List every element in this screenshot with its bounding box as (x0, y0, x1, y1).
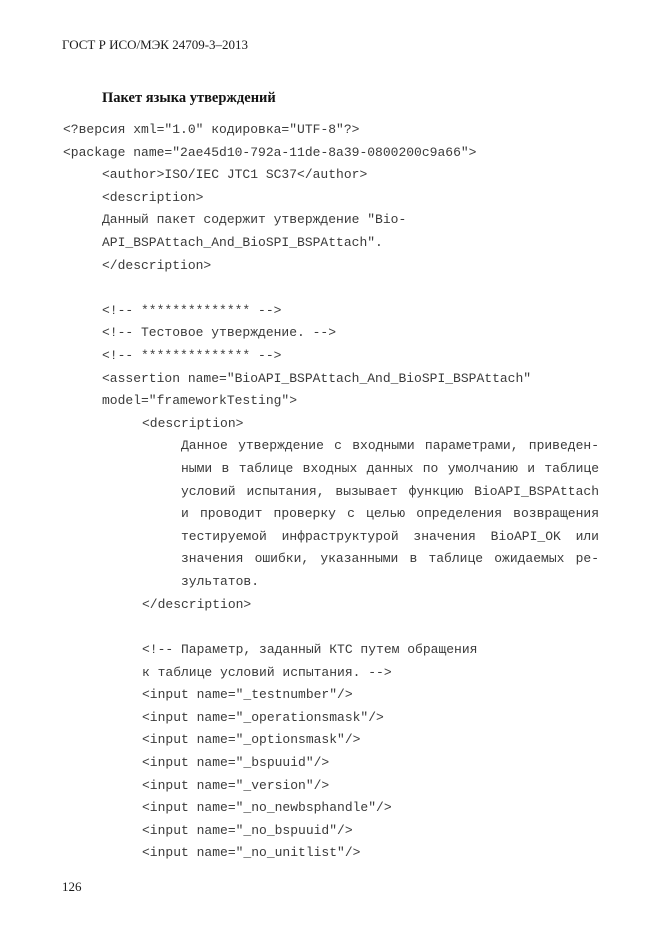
paragraph-line: условий испытания, вызывает функцию BioAPI_BSPAttach (181, 484, 599, 499)
code-line-input-no-bspuuid: <input name="_no_bspuuid"/> (142, 823, 353, 838)
paragraph-line: значения ошибки, указанными в таблице ожидаемых ре- (181, 551, 599, 566)
section-title: Пакет языка утверждений (102, 90, 276, 106)
code-line-description-close: </description> (102, 258, 212, 273)
code-line-input-no-newbsphandle: <input name="_no_newbsphandle"/> (142, 800, 392, 815)
code-line-comment-stars-1: <!-- ************** --> (102, 303, 282, 318)
paragraph-line: Данное утверждение с входными параметрами, приведен- (181, 438, 599, 453)
code-line-input-testnumber: <input name="_testnumber"/> (142, 687, 353, 702)
code-line-description-open: <description> (102, 190, 204, 205)
code-line-comment-parameter-2: к таблице условий испытания. --> (142, 665, 392, 680)
running-header: ГОСТ Р ИСО/МЭК 24709-3–2013 (62, 37, 249, 52)
code-line-assertion-open: <assertion name="BioAPI_BSPAttach_And_BioSPI_BSPAttach" (102, 371, 532, 386)
code-line-package-open: <package name="2ae45d10-792a-11de-8a39-0800200c9a66"> (63, 145, 477, 160)
code-line-input-bspuuid: <input name="_bspuuid"/> (142, 755, 330, 770)
code-line-assertion-model: model="frameworkTesting"> (102, 393, 298, 408)
paragraph-line: тестируемой инфраструктурой значения BioAPI_OK или (181, 529, 599, 544)
code-line-comment-test-assertion: <!-- Тестовое утверждение. --> (102, 325, 337, 340)
paragraph-line: и проводит проверку с целью определения возвращения (181, 506, 599, 521)
code-line-input-no-unitlist: <input name="_no_unitlist"/> (142, 845, 361, 860)
code-line-input-optionsmask: <input name="_optionsmask"/> (142, 732, 361, 747)
code-line-comment-parameter-1: <!-- Параметр, заданный КТС путем обращения (142, 642, 478, 657)
code-line-description-text-1: Данный пакет содержит утверждение "Bio- (102, 212, 407, 227)
code-line-assertion-description-open: <description> (142, 416, 244, 431)
code-line-author: <author>ISO/IEC JTC1 SC37</author> (102, 167, 368, 182)
paragraph-line: зультатов. (181, 574, 260, 589)
paragraph-line: ными в таблице входных данных по умолчанию и таблице (181, 461, 599, 476)
code-line-assertion-description-close: </description> (142, 597, 252, 612)
code-line-description-text-2: API_BSPAttach_And_BioSPI_BSPAttach". (102, 235, 383, 250)
code-line-input-version: <input name="_version"/> (142, 778, 330, 793)
page-number: 126 (62, 879, 82, 894)
code-line-xml-declaration: <?версия xml="1.0" кодировка="UTF-8"?> (63, 122, 360, 137)
code-line-comment-stars-2: <!-- ************** --> (102, 348, 282, 363)
code-line-input-operationsmask: <input name="_operationsmask"/> (142, 710, 384, 725)
